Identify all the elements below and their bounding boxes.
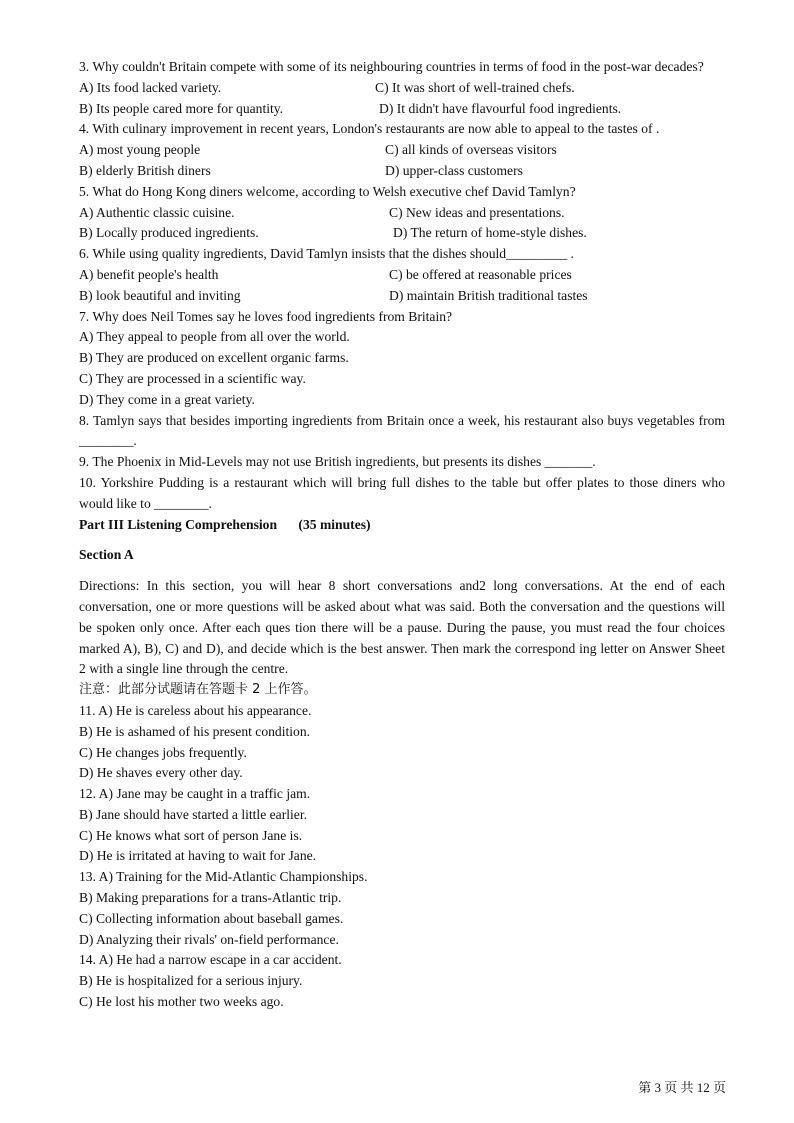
q5-option-b: B) Locally produced ingredients. — [79, 225, 259, 241]
q14-option-c: C) He lost his mother two weeks ago. — [79, 994, 284, 1010]
q5-row-bd — [79, 223, 725, 244]
q4-option-d: D) upper-class customers — [385, 162, 523, 178]
q4-option-c: C) all kinds of overseas visitors — [385, 142, 557, 158]
q6-row-ac — [79, 265, 725, 286]
q13-option-c: C) Collecting information about baseball games. — [79, 910, 344, 926]
q5-stem: 5. What do Hong Kong diners welcome, according to Welsh executive chef David Tamlyn? — [79, 183, 576, 199]
q3-stem: 3. Why couldn't Britain compete with some of its neighbouring countries in terms of food in the post-war decades? — [79, 59, 704, 74]
q6-option-d: D) maintain British traditional tastes — [389, 287, 588, 303]
q7-stem: 7. Why does Neil Tomes say he loves food ingredients from Britain? — [79, 308, 453, 324]
chinese-note: 注意：此部分试题请在答题卡 2 上作答。 — [79, 682, 317, 698]
q3-option-d: D) It didn't have flavourful food ingredients. — [379, 100, 622, 116]
q9-stem: 9. The Phoenix in Mid-Levels may not use British ingredients, but presents its dishes _______. — [79, 454, 596, 470]
q7-option-b: B) They are produced on excellent organic farms. — [79, 350, 349, 366]
q6-stem: 6. While using quality ingredients, David Tamlyn insists that the dishes should_________ . — [79, 246, 575, 262]
q4-row-ac — [79, 140, 725, 161]
exam-page — [79, 57, 725, 1013]
page-footer: 第 3 页 共 12 页 — [638, 1080, 726, 1095]
q8-stem: 8. Tamlyn says that besides importing ingredients from Britain once a week, his restaurant also buys vegetables from ________. — [79, 412, 725, 449]
q11-option-c: C) He changes jobs frequently. — [79, 744, 247, 760]
q12-option-d: D) He is irritated at having to wait for Jane. — [79, 848, 317, 864]
q12-option-a: 12. A) Jane may be caught in a traffic jam. — [79, 786, 311, 802]
q5-option-c: C) New ideas and presentations. — [389, 204, 565, 220]
q7-option-d: D) They come in a great variety. — [79, 391, 255, 407]
section-a-heading: Section A — [79, 547, 134, 563]
q6-option-b: B) look beautiful and inviting — [79, 287, 241, 303]
q5-option-a: A) Authentic classic cuisine. — [79, 204, 235, 220]
q14-option-b: B) He is hospitalized for a serious injury. — [79, 973, 303, 989]
q13-option-d: D) Analyzing their rivals' on-field performance. — [79, 931, 339, 947]
q13-option-b: B) Making preparations for a trans-Atlantic trip. — [79, 890, 342, 906]
q12-option-b: B) Jane should have started a little earlier. — [79, 806, 307, 822]
part-three-title: Part III Listening Comprehension — [79, 516, 278, 532]
part-three-time: (35 minutes) — [298, 516, 371, 532]
q10-stem: 10. Yorkshire Pudding is a restaurant which will bring full dishes to the table but offer plates to those diners who would like to ________. — [79, 474, 725, 511]
q11-option-a: 11. A) He is careless about his appearance. — [79, 702, 312, 718]
q4-option-b: B) elderly British diners — [79, 162, 211, 178]
q7-option-a: A) They appeal to people from all over the world. — [79, 329, 350, 345]
directions-paragraph: Directions: In this section, you will hear 8 short conversations and2 long conversations. At the end of each conversation, one or more questions will be asked about what was said. Both the conversation and the questions will be spoken only once. After each ques tion there will be a pause. During the pause, you must read the four choices marked A), B), C) and D), and decide which is the best answer. Then mark the correspond ing letter on Answer Sheet 2 with a single line through the centre. — [79, 578, 725, 677]
q3-row-ac — [79, 78, 725, 99]
q6-row-bd — [79, 286, 725, 307]
q11-option-d: D) He shaves every other day. — [79, 765, 243, 781]
q5-option-d: D) The return of home-style dishes. — [393, 225, 587, 241]
part-three-heading — [79, 515, 725, 536]
q3-row-bd — [79, 99, 725, 120]
q14-option-a: 14. A) He had a narrow escape in a car accident. — [79, 952, 342, 968]
q6-option-c: C) be offered at reasonable prices — [389, 266, 572, 282]
q5-row-ac — [79, 203, 725, 224]
q11-option-b: B) He is ashamed of his present condition. — [79, 723, 311, 739]
q4-stem: 4. With culinary improvement in recent years, London's restaurants are now able to appeal to the tastes of . — [79, 121, 660, 137]
q3-option-c: C) It was short of well-trained chefs. — [375, 79, 575, 95]
q4-row-bd — [79, 161, 725, 182]
q7-option-c: C) They are processed in a scientific way. — [79, 370, 306, 386]
q3-option-a: A) Its food lacked variety. — [79, 79, 222, 95]
q3-option-b: B) Its people cared more for quantity. — [79, 100, 284, 116]
q4-option-a: A) most young people — [79, 142, 201, 158]
q13-option-a: 13. A) Training for the Mid-Atlantic Championships. — [79, 869, 368, 885]
q6-option-a: A) benefit people's health — [79, 266, 219, 282]
q12-option-c: C) He knows what sort of person Jane is. — [79, 827, 303, 843]
